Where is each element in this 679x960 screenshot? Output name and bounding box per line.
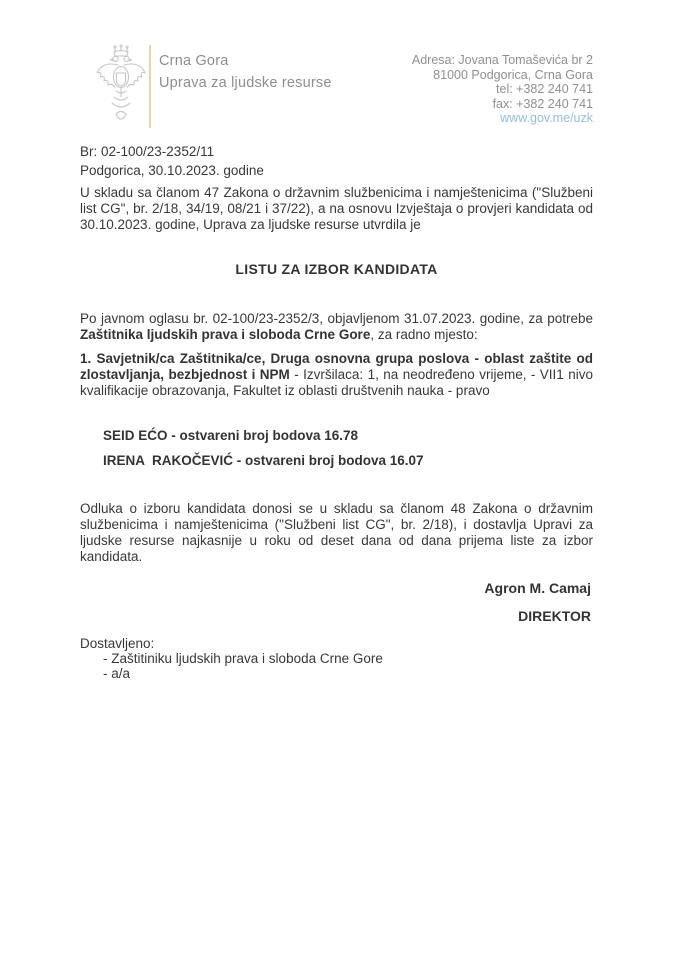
reference-number: Br: 02-100/23-2352/11: [80, 144, 215, 159]
document-title: LISTU ZA IZBOR KANDIDATA: [235, 261, 438, 277]
fax-line: fax: +382 240 741: [492, 96, 593, 111]
reference-block: [80, 142, 264, 180]
montenegro-coat-of-arms-icon: [94, 44, 148, 128]
position-details: - Izvršilaca: 1, na neodređeno vrijeme, - VII1 nivo kvalifikacije obrazovanja, Fakultet iz oblasti društvenih nauka - pravo: [80, 367, 593, 398]
vacancy-institution: Zaštitnika ljudskih prava i sloboda Crne Gore: [80, 327, 371, 342]
position-title: 1. Savjetnik/ca Zaštitnika/ce, Druga osnovna grupa poslova - oblast zaštite od zlostavljanja, bezbjednost i NPM: [80, 351, 593, 382]
website-link[interactable]: www.gov.me/uzk: [500, 111, 593, 125]
vacancy-text: Po javnom oglasu br. 02-100/23-2352/3, objavljenom 31.07.2023. godine, za potrebe: [80, 311, 593, 326]
phone-line: tel: +382 240 741: [496, 82, 593, 96]
position-paragraph: [80, 351, 593, 399]
signature-name: Agron M. Camaj: [484, 580, 591, 596]
closing-paragraph: Odluka o izboru kandidata donosi se u skladu sa članom 48 Zakona o državnim službenicima i namještenicima ("Službeni list CG", br. 2/18), i dostavlja Upravi za ljudske resurse najkasnije u roku od deset dana od dana prijema liste za izbor kandidata.: [80, 501, 593, 564]
distribution-list: [103, 651, 383, 681]
distribution-item: - Zaštitiniku ljudskih prava i sloboda Crne Gore: [103, 651, 383, 666]
org-department: Uprava za ljudske resurse: [159, 75, 332, 91]
vacancy-paragraph: [80, 311, 593, 343]
distribution-item: - a/a: [103, 666, 131, 681]
letterhead-divider: [149, 45, 151, 128]
candidate-score-line: IRENA RAKOČEVIĆ - ostvareni broj bodova 16.07: [103, 453, 424, 468]
candidate-score-line: SEID EĆO - ostvareni broj bodova 16.78: [103, 428, 359, 443]
place-date: Podgorica, 30.10.2023. godine: [80, 163, 264, 178]
address-line: Adresa: Jovana Tomaševića br 2: [411, 53, 593, 67]
org-country: Crna Gora: [159, 53, 229, 69]
organization-name-block: [159, 50, 332, 94]
distribution-label: Dostavljeno:: [80, 636, 155, 651]
signature-role: DIREKTOR: [518, 608, 591, 624]
vacancy-text-tail: , za radno mjesto:: [370, 327, 478, 342]
intro-paragraph: U skladu sa članom 47 Zakona o državnim službenicima i namještenicima ("Službeni list CG", br. 2/18, 34/19, 08/21 i 37/22), a na osnovu Izvještaja o provjeri kandidata od 30.10.2023. godine, Uprava za ljudske resurse utvrdila je: [80, 185, 593, 232]
letterhead-address-block: [412, 53, 593, 126]
address-line: 81000 Podgorica, Crna Gora: [433, 67, 593, 82]
